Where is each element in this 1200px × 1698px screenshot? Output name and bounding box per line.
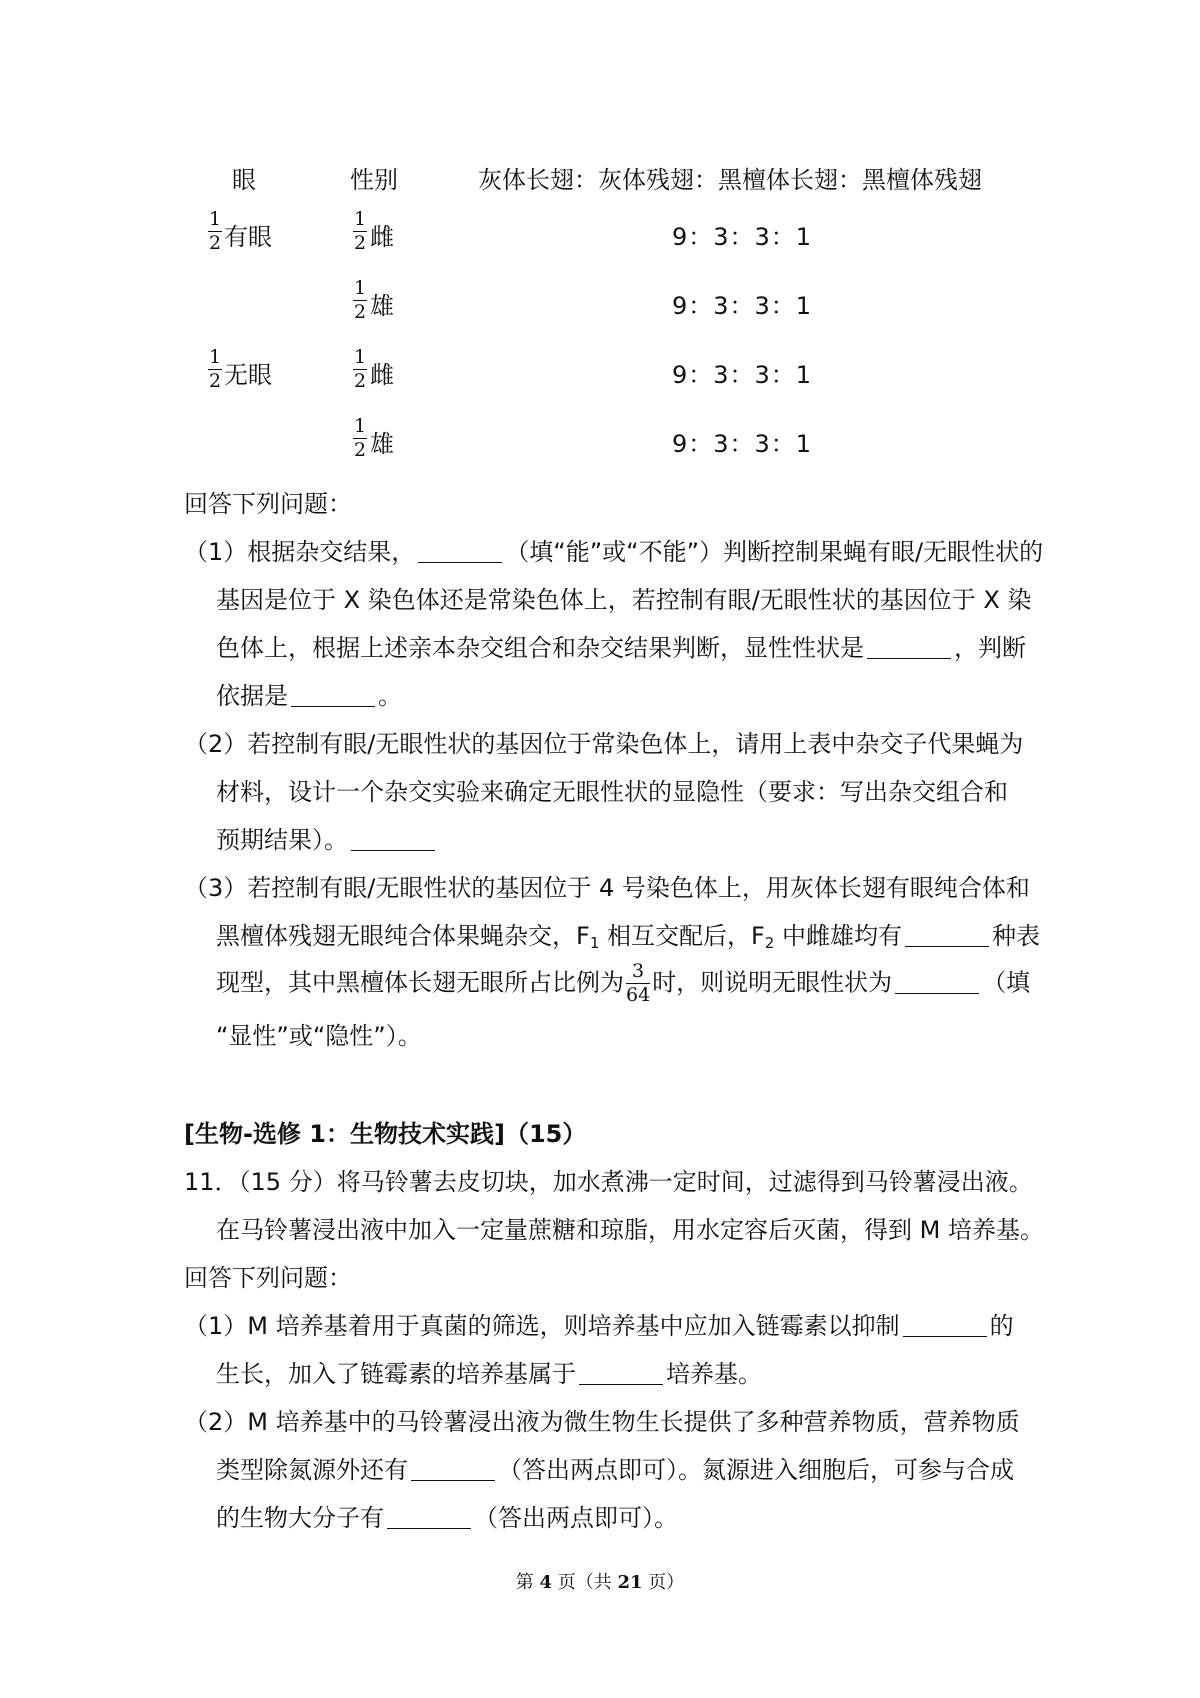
answer-blank[interactable] — [418, 538, 502, 563]
q10-part1-line3: 色体上，根据上述亲本杂交组合和杂交结果判断，显性性状是 ，判断 — [216, 634, 1026, 662]
eye-value: 无眼 — [224, 361, 272, 389]
q11-part1-line1: （1）M 培养基着用于真菌的筛选，则培养基中应加入链霉素以抑制 的 — [184, 1312, 1014, 1340]
eye-fraction: $\frac{1}{2}$ — [209, 346, 222, 392]
sex-fraction: $\frac{1}{2}$ — [354, 346, 367, 392]
q10-part1-line1: （1）根据杂交结果， （填“能”或“不能”）判断控制果蝇有眼/无眼性状的 — [184, 538, 1044, 566]
sex-fraction: $\frac{1}{2}$ — [354, 277, 367, 323]
eye-value: 有眼 — [224, 223, 272, 251]
answer-blank[interactable] — [579, 1360, 663, 1385]
page-footer: 第 4 页（共 21 页） — [515, 1572, 685, 1593]
ratio-value: 9：3：3：1 — [672, 292, 813, 320]
ratio-value: 9：3：3：1 — [672, 223, 813, 251]
q11-part1-line2: 生长，加入了链霉素的培养基属于 培养基。 — [216, 1360, 762, 1388]
total-page-count: 21 — [617, 1572, 643, 1593]
table-header-sex: 性别 — [350, 166, 398, 194]
q10-part3-line3: 现型，其中黑檀体长翅无眼所占比例为 $\frac{3}{64}$ 时，则说明无眼性状为 （填 — [216, 960, 1031, 1006]
section-heading: [生物-选修 1：生物技术实践]（15） — [184, 1120, 587, 1148]
q11-part2-line3: 的生物大分子有 （答出两点即可）。 — [216, 1504, 678, 1532]
sex-value: 雄 — [370, 292, 394, 320]
eye-fraction: $\frac{1}{2}$ — [209, 208, 222, 254]
answer-blank[interactable] — [895, 969, 979, 994]
q10-prompt: 回答下列问题： — [184, 490, 352, 518]
q10-part3-line2: 黑檀体残翅无眼纯合体果蝇杂交，$F_1$ 相互交配后，$F_2$ 中雌雄均有 种表 — [216, 922, 1040, 952]
ratio-value: 9：3：3：1 — [672, 361, 813, 389]
proportion-fraction: $\frac{3}{64}$ — [626, 960, 651, 1006]
answer-blank[interactable] — [291, 682, 375, 707]
q11-prompt: 回答下列问题： — [184, 1264, 352, 1292]
answer-blank[interactable] — [411, 1456, 495, 1481]
sex-value: 雌 — [370, 361, 394, 389]
q11-part2-line1: （2）M 培养基中的马铃薯浸出液为微生物生长提供了多种营养物质，营养物质 — [184, 1408, 1020, 1436]
sex-fraction: $\frac{1}{2}$ — [354, 415, 367, 461]
sex-fraction: $\frac{1}{2}$ — [354, 208, 367, 254]
q11-line1: 11．（15 分）将马铃薯去皮切块，加水煮沸一定时间，过滤得到马铃薯浸出液。 — [184, 1168, 1033, 1196]
answer-blank[interactable] — [351, 826, 435, 851]
q10-part2-line1: （2）若控制有眼/无眼性状的基因位于常染色体上，请用上表中杂交子代果蝇为 — [184, 730, 1024, 758]
q10-part2-line2: 材料，设计一个杂交实验来确定无眼性状的显隐性（要求：写出杂交组合和 — [216, 778, 1008, 806]
q10-part1-line4: 依据是 。 — [216, 682, 402, 710]
q10-part2-line3: 预期结果）。 — [216, 826, 438, 855]
current-page-number: 4 — [539, 1572, 552, 1593]
answer-blank[interactable] — [905, 922, 989, 947]
q10-part1-line2: 基因是位于 X 染色体还是常染色体上，若控制有眼/无眼性状的基因位于 X 染 — [216, 586, 1032, 614]
answer-blank[interactable] — [387, 1504, 471, 1529]
q10-part3-line4: “显性”或“隐性”）。 — [216, 1022, 422, 1050]
sex-value: 雌 — [370, 223, 394, 251]
sex-value: 雄 — [370, 430, 394, 458]
table-header-eye: 眼 — [232, 166, 256, 194]
answer-blank[interactable] — [903, 1312, 987, 1337]
answer-blank[interactable] — [867, 634, 951, 659]
q10-part3-line1: （3）若控制有眼/无眼性状的基因位于 4 号染色体上，用灰体长翅有眼纯合体和 — [184, 874, 1030, 902]
q11-line2: 在马铃薯浸出液中加入一定量蔗糖和琼脂，用水定容后灭菌，得到 M 培养基。 — [216, 1216, 1044, 1244]
table-header-phenotypes: 灰体长翅：灰体残翅：黑檀体长翅：黑檀体残翅 — [478, 166, 982, 194]
q11-part2-line2: 类型除氮源外还有 （答出两点即可）。氮源进入细胞后，可参与合成 — [216, 1456, 1014, 1484]
ratio-value: 9：3：3：1 — [672, 430, 813, 458]
